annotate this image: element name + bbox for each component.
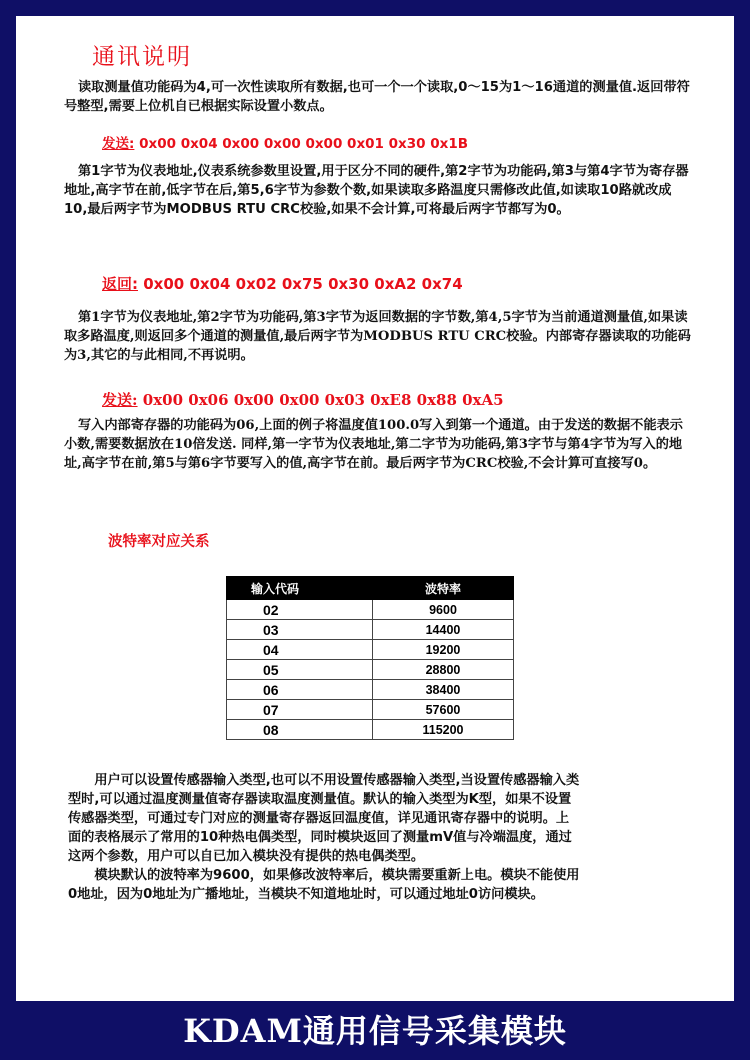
- note-line: 型时,可以通过温度测量值寄存器读取温度测量值。默认的输入类型为K型，如果不设置: [68, 792, 572, 807]
- note-line: 传感器类型，可通过专门对应的测量寄存器返回温度值，详见通讯寄存器中的说明。上: [68, 811, 570, 826]
- table-row: [227, 720, 514, 740]
- intro-paragraph: 读取测量值功能码为4,可一次性读取所有数据,也可一个一个读取,0～15为1～16通道的测量值.返回带符号整型,需要上位机自已根据实际设置小数点。: [64, 80, 690, 114]
- baud-rate-table: [226, 576, 514, 740]
- cell-rate: 115200: [373, 720, 514, 740]
- return-label: 返回:: [102, 275, 138, 293]
- note-line: 模块默认的波特率为9600，如果修改波特率后，模块需要重新上电。模块不能使用: [68, 868, 580, 883]
- cell-rate: 28800: [373, 660, 514, 680]
- table-row: [227, 640, 514, 660]
- cell-code: 06: [227, 680, 373, 700]
- return-description: 第1字节为仪表地址,第2字节为功能码,第3字节为返回数据的字节数,第4,5字节为当前通道测量值,如果读取多路温度,则返回多个通道的测量值,最后两字节为MODBUS RTU CRC校验。内部寄存器读取的功能码为3,其它的与此相同,不再说明。: [64, 310, 691, 363]
- cell-code: 05: [227, 660, 373, 680]
- cell-rate: 14400: [373, 620, 514, 640]
- cell-rate: 9600: [373, 600, 514, 620]
- return-bytes: 0x00 0x04 0x02 0x75 0x30 0xA2 0x74: [143, 275, 463, 293]
- cell-rate: 57600: [373, 700, 514, 720]
- table-row: [227, 660, 514, 680]
- header-baud-rate: 波特率: [373, 577, 514, 600]
- note-line: 面的表格展示了常用的10种热电偶类型，同时模块返回了测量mV值与冷端温度，通过: [68, 830, 572, 845]
- send-description: 第1字节为仪表地址,仪表系统参数里设置,用于区分不同的硬件,第2字节为功能码,第3与第4字节为寄存器地址,高字节在前,低字节在后,第5,6字节为参数个数,如果读取多路温度只需修改此值,如读取10路就改成10,最后两字节为MODBUS RTU CRC校验,如果不会计算,可将最后两字节都写为0。: [64, 164, 689, 217]
- cell-code: 08: [227, 720, 373, 740]
- send-command-2: [102, 389, 504, 410]
- send-label: 发送:: [102, 136, 135, 152]
- document-page: [16, 16, 734, 1001]
- table-row: [227, 700, 514, 720]
- section-title: 通讯说明: [92, 44, 192, 70]
- note-line: 用户可以设置传感器输入类型,也可以不用设置传感器输入类型,当设置传感器输入类: [68, 773, 580, 788]
- sensor-note-paragraph: [68, 771, 688, 904]
- note-line: 0地址，因为0地址为广播地址，当模块不知道地址时，可以通过地址0访问模块。: [68, 887, 544, 902]
- table-row: [227, 600, 514, 620]
- write-description: 写入内部寄存器的功能码为06,上面的例子将温度值100.0写入到第一个通道。由于发送的数据不能表示小数,需要数据放在10倍发送. 同样,第一字节为仪表地址,第二字节为功能码,第3字节与第4字节为写入的地址,高字节在前,第5与第6字节要写入的值,高字节在前。最后两字节为CRC校验,不会计算可直接写0。: [64, 418, 683, 471]
- table-row: [227, 620, 514, 640]
- header-input-code: 输入代码: [227, 577, 373, 600]
- note-line: 这两个参数，用户可以自已加入模块没有提供的热电偶类型。: [68, 849, 425, 864]
- return-command: [102, 273, 463, 294]
- cell-rate: 19200: [373, 640, 514, 660]
- send-command-1: [102, 132, 468, 152]
- table-header-row: [227, 577, 514, 600]
- footer-banner: KDAM通用信号采集模块: [183, 1012, 567, 1050]
- write-send-label: 发送:: [102, 391, 138, 409]
- table-row: [227, 680, 514, 700]
- baud-rate-title: 波特率对应关系: [108, 534, 210, 550]
- cell-code: 02: [227, 600, 373, 620]
- cell-code: 07: [227, 700, 373, 720]
- cell-rate: 38400: [373, 680, 514, 700]
- cell-code: 04: [227, 640, 373, 660]
- write-send-bytes: 0x00 0x06 0x00 0x00 0x03 0xE8 0x88 0xA5: [142, 391, 504, 409]
- cell-code: 03: [227, 620, 373, 640]
- send-bytes: 0x00 0x04 0x00 0x00 0x00 0x01 0x30 0x1B: [139, 136, 469, 152]
